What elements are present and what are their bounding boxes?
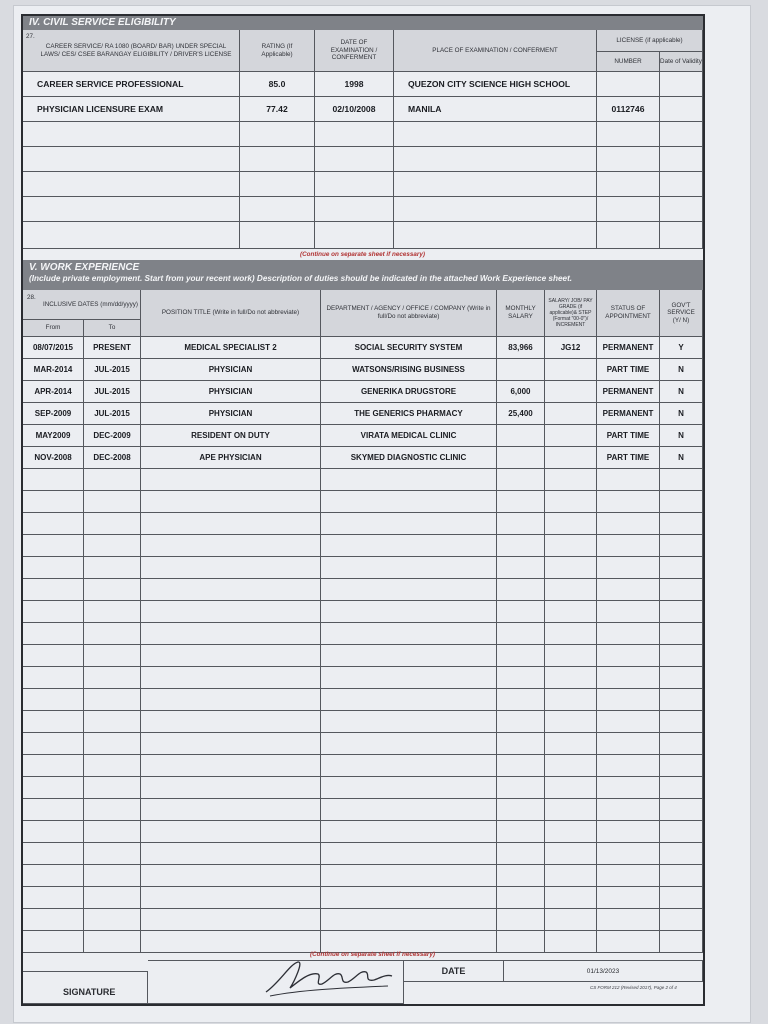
we-cell-salary	[497, 623, 545, 645]
we-cell-to	[84, 689, 141, 711]
we-cell-grade	[545, 425, 597, 447]
cse-cell-rating	[240, 172, 315, 197]
cse-cell-rating	[240, 222, 315, 249]
cse-cell-validity	[660, 172, 703, 197]
we-cell-grade	[545, 711, 597, 733]
we-cell-status: PART TIME	[597, 359, 660, 381]
date-label: DATE	[441, 966, 466, 976]
we-cell-department	[321, 491, 497, 513]
item-number-28: 28.	[27, 294, 36, 301]
cse-cell-date	[315, 122, 394, 147]
we-cell-from: APR-2014	[23, 381, 84, 403]
cse-cell-eligibility: CAREER SERVICE PROFESSIONAL	[23, 72, 240, 97]
cse-cell-validity	[660, 122, 703, 147]
we-cell-department	[321, 821, 497, 843]
we-cell-status	[597, 799, 660, 821]
we-cell-department	[321, 755, 497, 777]
we-cell-salary	[497, 843, 545, 865]
we-cell-to	[84, 469, 141, 491]
we-cell-from	[23, 909, 84, 931]
we-cell-department	[321, 909, 497, 931]
exam-place-header: PLACE OF EXAMINATION / CONFERMENT	[394, 30, 597, 72]
we-cell-salary	[497, 887, 545, 909]
we-cell-salary	[497, 469, 545, 491]
we-cell-govt	[660, 821, 703, 843]
we-cell-salary	[497, 491, 545, 513]
we-cell-position	[141, 601, 321, 623]
we-cell-to	[84, 865, 141, 887]
we-cell-department	[321, 601, 497, 623]
we-cell-govt	[660, 667, 703, 689]
form-code: CS FORM 212 (Revised 2017), Page 2 of 4	[590, 985, 677, 990]
we-cell-from	[23, 623, 84, 645]
we-cell-grade	[545, 887, 597, 909]
we-cell-position: PHYSICIAN	[141, 403, 321, 425]
we-cell-salary	[497, 711, 545, 733]
item-number-27: 27.	[26, 33, 35, 40]
we-cell-to	[84, 491, 141, 513]
we-cell-from	[23, 821, 84, 843]
we-cell-grade	[545, 733, 597, 755]
we-cell-status	[597, 491, 660, 513]
we-cell-grade	[545, 821, 597, 843]
we-cell-department	[321, 843, 497, 865]
we-cell-to	[84, 799, 141, 821]
cse-cell-place: MANILA	[394, 97, 597, 122]
we-cell-govt	[660, 469, 703, 491]
we-cell-from	[23, 887, 84, 909]
we-cell-grade	[545, 513, 597, 535]
we-cell-to: JUL-2015	[84, 381, 141, 403]
cse-cell-number	[597, 172, 660, 197]
we-cell-from	[23, 645, 84, 667]
we-cell-to	[84, 843, 141, 865]
we-cell-grade	[545, 359, 597, 381]
cse-cell-eligibility	[23, 122, 240, 147]
we-cell-department	[321, 887, 497, 909]
we-cell-status	[597, 777, 660, 799]
we-cell-status	[597, 821, 660, 843]
cse-cell-number: 0112746	[597, 97, 660, 122]
we-cell-status: PART TIME	[597, 425, 660, 447]
we-cell-from: MAR-2014	[23, 359, 84, 381]
we-cell-position	[141, 733, 321, 755]
we-cell-from: SEP-2009	[23, 403, 84, 425]
we-cell-from	[23, 865, 84, 887]
we-cell-from	[23, 689, 84, 711]
we-cell-grade	[545, 645, 597, 667]
we-cell-govt	[660, 909, 703, 931]
we-cell-to	[84, 821, 141, 843]
we-cell-salary	[497, 689, 545, 711]
we-cell-position	[141, 645, 321, 667]
we-cell-to	[84, 909, 141, 931]
license-number-header: NUMBER	[597, 52, 660, 72]
we-cell-salary	[497, 799, 545, 821]
we-cell-salary	[497, 645, 545, 667]
we-cell-salary: 83,966	[497, 337, 545, 359]
salary-grade-header: SALARY/ JOB/ PAY GRADE (if applicable)& STEP (Format "00-0")/ INCREMENT	[545, 290, 597, 337]
we-cell-status	[597, 865, 660, 887]
we-cell-grade	[545, 491, 597, 513]
we-cell-govt: N	[660, 403, 703, 425]
we-cell-department	[321, 645, 497, 667]
we-cell-salary	[497, 579, 545, 601]
we-cell-position	[141, 557, 321, 579]
cse-cell-number	[597, 122, 660, 147]
cse-cell-eligibility	[23, 197, 240, 222]
we-cell-govt: N	[660, 425, 703, 447]
we-cell-department: SKYMED DIAGNOSTIC CLINIC	[321, 447, 497, 469]
we-cell-position	[141, 931, 321, 953]
we-cell-grade	[545, 623, 597, 645]
we-cell-from	[23, 579, 84, 601]
date-label-cell	[404, 960, 504, 982]
we-cell-status: PERMANENT	[597, 337, 660, 359]
we-cell-status	[597, 535, 660, 557]
inclusive-dates-header: INCLUSIVE DATES (mm/dd/yyyy)	[23, 290, 141, 320]
we-cell-to	[84, 887, 141, 909]
appointment-status-header: STATUS OF APPOINTMENT	[597, 290, 660, 337]
we-cell-grade	[545, 557, 597, 579]
we-cell-grade	[545, 535, 597, 557]
we-cell-to: PRESENT	[84, 337, 141, 359]
we-cell-from	[23, 931, 84, 953]
we-cell-to	[84, 557, 141, 579]
we-cell-department	[321, 623, 497, 645]
to-header: To	[84, 320, 141, 337]
we-cell-status	[597, 469, 660, 491]
cse-cell-date	[315, 197, 394, 222]
we-cell-salary	[497, 909, 545, 931]
we-cell-position	[141, 667, 321, 689]
we-cell-salary	[497, 865, 545, 887]
we-cell-department	[321, 799, 497, 821]
we-cell-grade	[545, 667, 597, 689]
we-cell-govt	[660, 623, 703, 645]
we-cell-position	[141, 579, 321, 601]
we-cell-govt	[660, 579, 703, 601]
we-cell-govt	[660, 865, 703, 887]
we-cell-grade: JG12	[545, 337, 597, 359]
we-cell-status: PERMANENT	[597, 381, 660, 403]
we-cell-position: APE PHYSICIAN	[141, 447, 321, 469]
we-cell-salary	[497, 425, 545, 447]
we-cell-position: PHYSICIAN	[141, 381, 321, 403]
we-cell-status	[597, 733, 660, 755]
we-cell-from	[23, 491, 84, 513]
we-cell-govt	[660, 557, 703, 579]
we-cell-to	[84, 535, 141, 557]
we-cell-department	[321, 535, 497, 557]
work-experience-section-header	[23, 260, 703, 290]
we-cell-position	[141, 909, 321, 931]
cse-cell-number	[597, 222, 660, 249]
we-cell-salary	[497, 755, 545, 777]
cse-cell-rating: 85.0	[240, 72, 315, 97]
we-cell-status	[597, 689, 660, 711]
we-cell-status	[597, 645, 660, 667]
we-cell-position	[141, 865, 321, 887]
we-cell-department	[321, 865, 497, 887]
we-cell-salary	[497, 821, 545, 843]
we-cell-status: PERMANENT	[597, 403, 660, 425]
we-cell-govt	[660, 887, 703, 909]
we-cell-grade	[545, 447, 597, 469]
we-cell-grade	[545, 579, 597, 601]
we-cell-position	[141, 799, 321, 821]
cse-cell-validity	[660, 147, 703, 172]
we-cell-to: JUL-2015	[84, 403, 141, 425]
we-cell-govt	[660, 755, 703, 777]
we-cell-status	[597, 667, 660, 689]
we-cell-salary	[497, 777, 545, 799]
we-cell-govt: N	[660, 447, 703, 469]
we-cell-department: GENERIKA DRUGSTORE	[321, 381, 497, 403]
cse-cell-eligibility: PHYSICIAN LICENSURE EXAM	[23, 97, 240, 122]
cse-cell-validity	[660, 222, 703, 249]
we-cell-govt	[660, 711, 703, 733]
we-cell-to	[84, 755, 141, 777]
we-cell-govt: N	[660, 381, 703, 403]
we-cell-position	[141, 535, 321, 557]
we-cell-position	[141, 469, 321, 491]
we-cell-from	[23, 667, 84, 689]
cse-cell-date	[315, 172, 394, 197]
we-cell-to	[84, 777, 141, 799]
rating-header: RATING (If Applicable)	[240, 30, 315, 72]
we-cell-status	[597, 887, 660, 909]
cse-cell-eligibility	[23, 147, 240, 172]
cse-cell-number	[597, 197, 660, 222]
we-cell-salary	[497, 535, 545, 557]
signature-label: SIGNATURE	[63, 987, 116, 997]
we-cell-salary	[497, 359, 545, 381]
we-cell-from: NOV-2008	[23, 447, 84, 469]
cse-cell-number	[597, 72, 660, 97]
we-cell-govt	[660, 799, 703, 821]
we-cell-department	[321, 689, 497, 711]
monthly-salary-header: MONTHLY SALARY	[497, 290, 545, 337]
we-cell-govt	[660, 733, 703, 755]
we-cell-department	[321, 667, 497, 689]
we-cell-grade	[545, 403, 597, 425]
we-cell-to	[84, 645, 141, 667]
we-cell-position: MEDICAL SPECIALIST 2	[141, 337, 321, 359]
cse-cell-eligibility	[23, 172, 240, 197]
we-cell-salary	[497, 447, 545, 469]
work-experience-subtitle: (Include private employment. Start from your recent work) Description of duties should be indicated in the attached Work Experience sheet.	[29, 274, 573, 283]
we-cell-govt	[660, 777, 703, 799]
we-cell-to	[84, 513, 141, 535]
we-cell-from	[23, 601, 84, 623]
civil-service-continue-note: (Continue on separate sheet if necessary)	[300, 251, 425, 258]
cse-cell-place	[394, 197, 597, 222]
we-cell-salary	[497, 931, 545, 953]
we-cell-from	[23, 469, 84, 491]
we-cell-position: PHYSICIAN	[141, 359, 321, 381]
we-cell-salary	[497, 557, 545, 579]
we-cell-grade	[545, 777, 597, 799]
we-cell-govt	[660, 931, 703, 953]
we-cell-department	[321, 711, 497, 733]
we-cell-govt	[660, 645, 703, 667]
we-cell-position	[141, 689, 321, 711]
we-cell-status	[597, 623, 660, 645]
cse-cell-rating	[240, 147, 315, 172]
we-cell-department	[321, 777, 497, 799]
we-cell-status	[597, 601, 660, 623]
we-cell-from	[23, 535, 84, 557]
we-cell-to	[84, 667, 141, 689]
we-cell-status	[597, 755, 660, 777]
we-cell-department: VIRATA MEDICAL CLINIC	[321, 425, 497, 447]
we-cell-govt	[660, 513, 703, 535]
we-cell-grade	[545, 799, 597, 821]
we-cell-status	[597, 931, 660, 953]
we-cell-salary	[497, 513, 545, 535]
we-cell-grade	[545, 601, 597, 623]
we-cell-position	[141, 887, 321, 909]
we-cell-to	[84, 601, 141, 623]
we-cell-position	[141, 513, 321, 535]
we-cell-status: PART TIME	[597, 447, 660, 469]
we-cell-department: WATSONS/RISING BUSINESS	[321, 359, 497, 381]
signature-scribble	[260, 952, 400, 1000]
we-cell-department: THE GENERICS PHARMACY	[321, 403, 497, 425]
we-cell-status	[597, 557, 660, 579]
we-cell-govt	[660, 843, 703, 865]
we-cell-grade	[545, 865, 597, 887]
cse-cell-place	[394, 222, 597, 249]
license-validity-header: Date of Validity	[660, 52, 703, 72]
we-cell-department: SOCIAL SECURITY SYSTEM	[321, 337, 497, 359]
we-cell-position	[141, 843, 321, 865]
we-cell-govt: Y	[660, 337, 703, 359]
we-cell-department	[321, 557, 497, 579]
we-cell-to	[84, 711, 141, 733]
we-cell-position: RESIDENT ON DUTY	[141, 425, 321, 447]
eligibility-header: CAREER SERVICE/ RA 1080 (BOARD/ BAR) UNDER SPECIAL LAWS/ CES/ CSEE BARANGAY ELIGIBILITY / DRIVER'S LICENSE	[23, 30, 240, 72]
cse-cell-place	[394, 147, 597, 172]
we-cell-position	[141, 777, 321, 799]
work-experience-continue-note: (Continue on separate sheet if necessary)	[310, 951, 435, 958]
we-cell-grade	[545, 381, 597, 403]
we-cell-department	[321, 733, 497, 755]
date-value-cell	[504, 960, 703, 982]
we-cell-department	[321, 513, 497, 535]
cse-cell-date	[315, 222, 394, 249]
we-cell-grade	[545, 931, 597, 953]
civil-service-section-header: IV. CIVIL SERVICE ELIGIBILITY	[23, 16, 703, 30]
we-cell-grade	[545, 909, 597, 931]
we-cell-from	[23, 711, 84, 733]
cse-cell-date: 1998	[315, 72, 394, 97]
from-header: From	[23, 320, 84, 337]
we-cell-department	[321, 931, 497, 953]
cse-cell-rating: 77.42	[240, 97, 315, 122]
cse-cell-number	[597, 147, 660, 172]
we-cell-govt: N	[660, 359, 703, 381]
we-cell-position	[141, 755, 321, 777]
position-title-header: POSITION TITLE (Write in full/Do not abbreviate)	[141, 290, 321, 337]
we-cell-from	[23, 557, 84, 579]
we-cell-from	[23, 733, 84, 755]
we-cell-to: DEC-2008	[84, 447, 141, 469]
cse-cell-validity	[660, 72, 703, 97]
we-cell-salary	[497, 601, 545, 623]
we-cell-to	[84, 579, 141, 601]
we-cell-position	[141, 491, 321, 513]
cse-cell-rating	[240, 197, 315, 222]
cse-cell-date: 02/10/2008	[315, 97, 394, 122]
we-cell-position	[141, 623, 321, 645]
we-cell-grade	[545, 755, 597, 777]
work-experience-title: V. WORK EXPERIENCE	[29, 262, 140, 273]
we-cell-from	[23, 777, 84, 799]
we-cell-govt	[660, 689, 703, 711]
we-cell-position	[141, 711, 321, 733]
we-cell-grade	[545, 469, 597, 491]
department-header: DEPARTMENT / AGENCY / OFFICE / COMPANY (Write in full/Do not abbreviate)	[321, 290, 497, 337]
signature-label-cell	[23, 971, 148, 1004]
cse-cell-date	[315, 147, 394, 172]
we-cell-grade	[545, 689, 597, 711]
we-cell-status	[597, 843, 660, 865]
cse-cell-eligibility	[23, 222, 240, 249]
cse-cell-validity	[660, 197, 703, 222]
cse-cell-place	[394, 172, 597, 197]
we-cell-to	[84, 733, 141, 755]
we-cell-to	[84, 623, 141, 645]
we-cell-from	[23, 843, 84, 865]
we-cell-salary: 6,000	[497, 381, 545, 403]
we-cell-govt	[660, 491, 703, 513]
we-cell-to	[84, 931, 141, 953]
we-cell-to: DEC-2009	[84, 425, 141, 447]
cse-cell-place: QUEZON CITY SCIENCE HIGH SCHOOL	[394, 72, 597, 97]
we-cell-position	[141, 821, 321, 843]
license-header: LICENSE (if applicable)	[597, 30, 703, 52]
cse-cell-validity	[660, 97, 703, 122]
we-cell-govt	[660, 535, 703, 557]
we-cell-status	[597, 711, 660, 733]
we-cell-from	[23, 799, 84, 821]
we-cell-status	[597, 513, 660, 535]
we-cell-from	[23, 755, 84, 777]
we-cell-status	[597, 579, 660, 601]
we-cell-department	[321, 469, 497, 491]
date-value: 01/13/2023	[586, 967, 620, 975]
we-cell-grade	[545, 843, 597, 865]
we-cell-salary	[497, 667, 545, 689]
cse-cell-place	[394, 122, 597, 147]
we-cell-govt	[660, 601, 703, 623]
we-cell-status	[597, 909, 660, 931]
we-cell-to: JUL-2015	[84, 359, 141, 381]
we-cell-from: 08/07/2015	[23, 337, 84, 359]
we-cell-salary: 25,400	[497, 403, 545, 425]
exam-date-header: DATE OF EXAMINATION / CONFERMENT	[315, 30, 394, 72]
we-cell-department	[321, 579, 497, 601]
we-cell-salary	[497, 733, 545, 755]
govt-service-header: GOV'T SERVICE (Y/ N)	[660, 290, 703, 337]
we-cell-from	[23, 513, 84, 535]
we-cell-from: MAY2009	[23, 425, 84, 447]
cse-cell-rating	[240, 122, 315, 147]
